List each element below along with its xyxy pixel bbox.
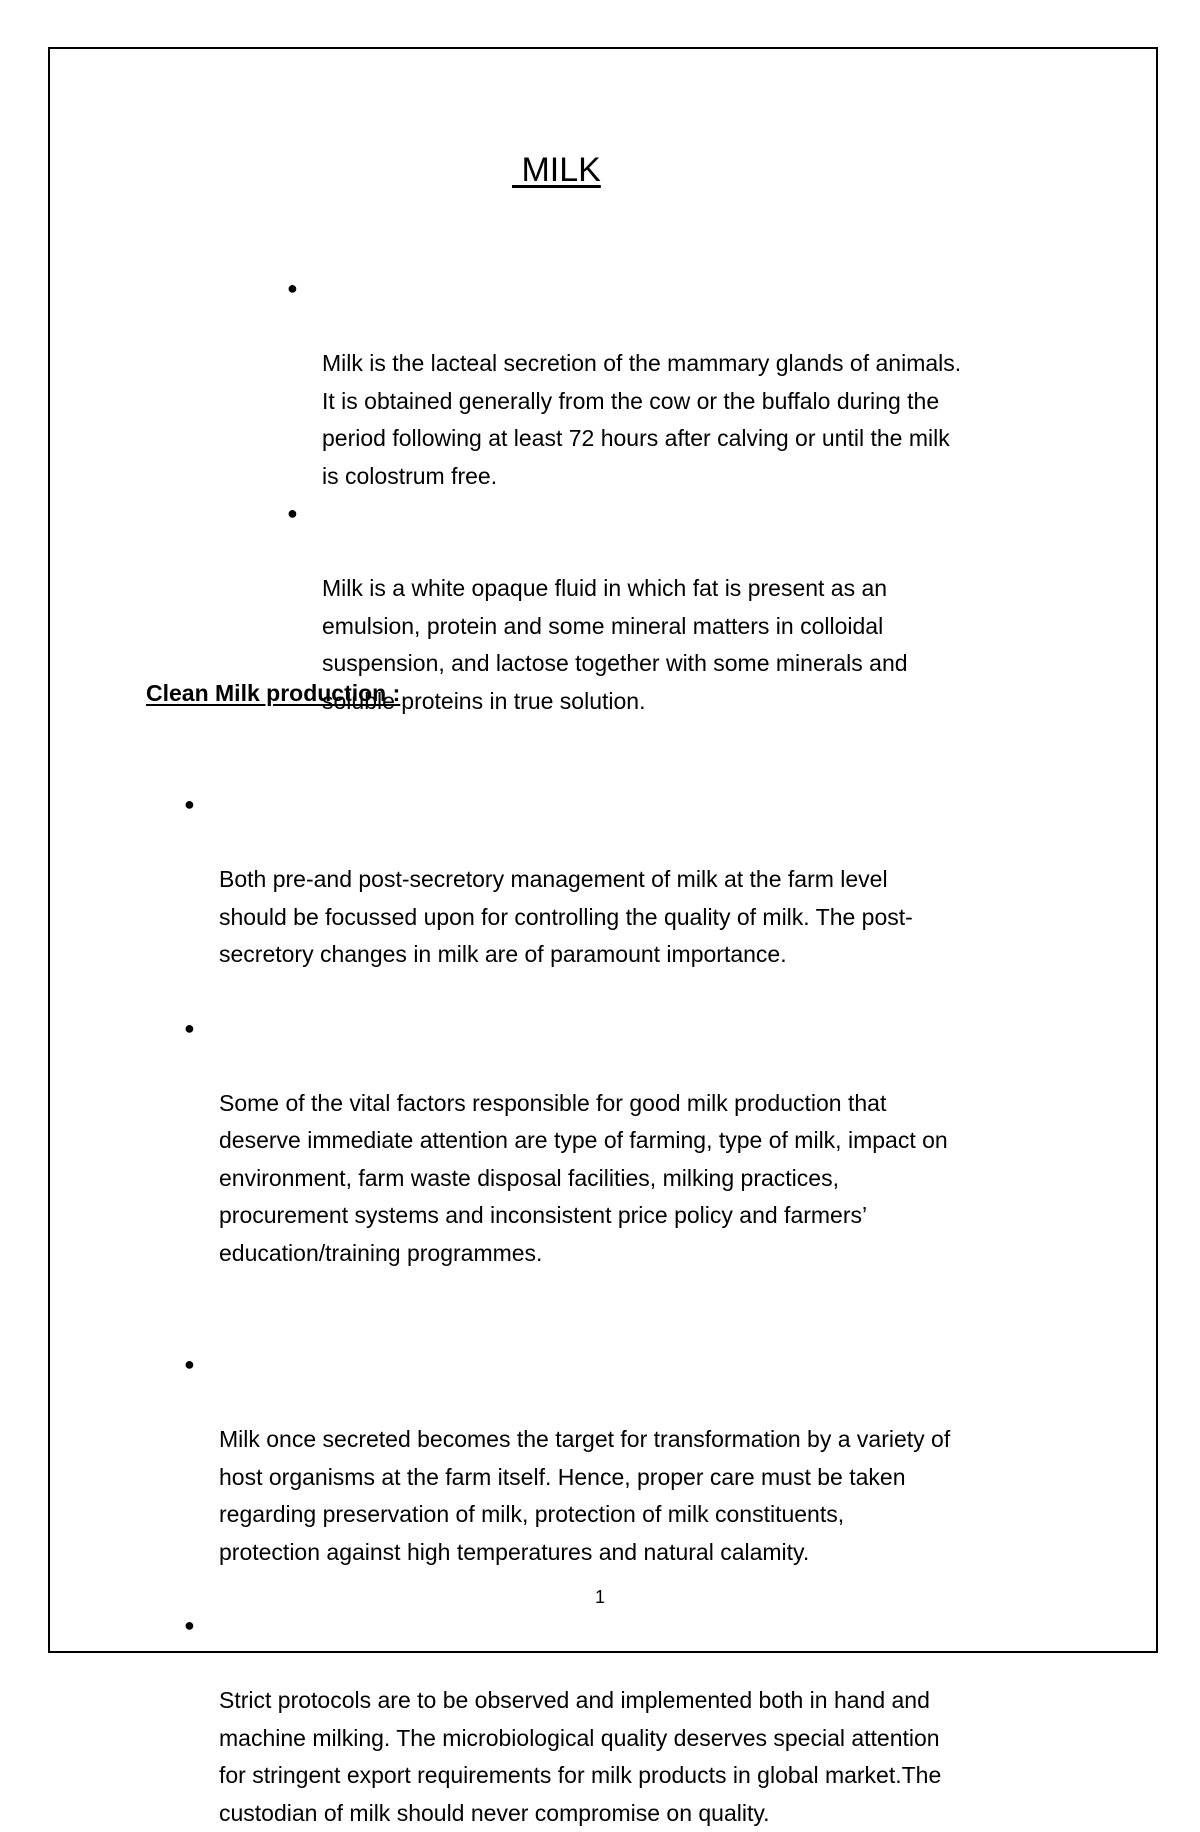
- bullet-text: Milk is the lacteal secretion of the mammary glands of animals. It is obtained generally from the cow or the buffalo during the period following at least 72 hours after calving or until the milk is colostrum free.: [322, 350, 962, 489]
- bullet-text: Milk once secreted becomes the target for transformation by a variety of host organisms at the farm itself. Hence, proper care must be taken regarding preservation of milk, protection of milk constituents, protection against high temperatures and natural calamity.: [219, 1426, 951, 1565]
- bullet-text: Strict protocols are to be observed and implemented both in hand and machine milking. The microbiological quality deserves special attention for stringent export requirements for milk products in global market.The custodian of milk should never compromise on quality.: [219, 1687, 942, 1826]
- list-item: [287, 495, 1082, 720]
- bullet-icon: ●: [184, 1354, 195, 1374]
- list-item: [184, 1346, 1099, 1571]
- bullet-icon: ●: [287, 503, 298, 523]
- section-heading: Clean Milk production :: [146, 680, 401, 706]
- list-item: [184, 1010, 1099, 1273]
- list-item: [184, 786, 1099, 974]
- bullet-text: Both pre-and post-secretory management of milk at the farm level should be focussed upon for controlling the quality of milk. The post- secretory changes in milk are of paramount importance.: [219, 866, 913, 967]
- bullet-text: Milk is a white opaque fluid in which fat is present as an emulsion, protein and some mineral matters in colloidal suspension, and lactose together with some minerals and soluble proteins in true solution.: [322, 575, 908, 714]
- list-item: [184, 1607, 1099, 1832]
- page-number: 1: [594, 1587, 605, 1607]
- bullet-text: Some of the vital factors responsible for good milk production that deserve immediate attention are type of farming, type of milk, impact on environment, farm waste disposal facilities, milking practices, procurement systems and inconsistent price policy and farmers’ education/training programmes.: [219, 1089, 948, 1266]
- bullet-icon: ●: [184, 1615, 195, 1635]
- bullet-icon: ●: [184, 1017, 195, 1038]
- clean-milk-bullet-list: [184, 786, 1099, 1832]
- list-item: [287, 270, 1082, 495]
- page-title: MILK: [512, 151, 601, 189]
- bullet-icon: ●: [287, 278, 298, 298]
- bullet-icon: ●: [184, 794, 195, 814]
- intro-bullet-list: [287, 270, 1082, 720]
